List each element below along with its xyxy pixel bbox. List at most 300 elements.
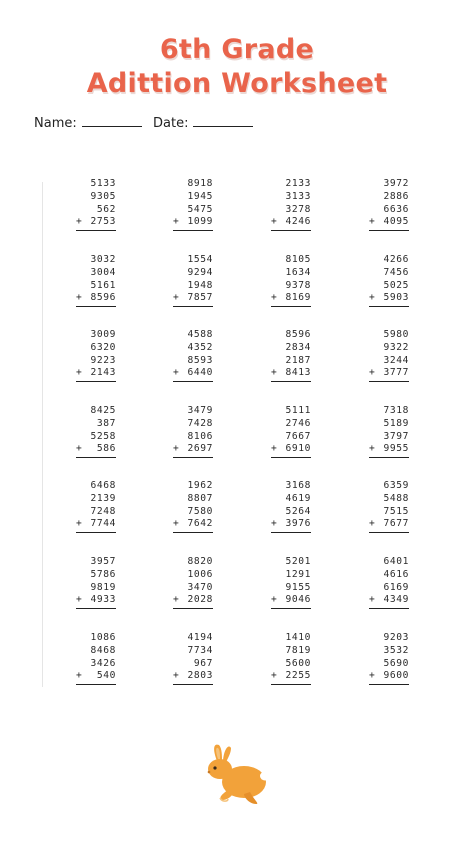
answer-line <box>271 230 311 231</box>
addend <box>173 191 213 204</box>
addend-value: 8105 <box>285 254 311 265</box>
addend <box>369 645 409 658</box>
addend-value: 2187 <box>285 354 311 366</box>
addend-value: 1948 <box>187 279 213 291</box>
addend-value: 3532 <box>383 644 409 656</box>
addend-last <box>76 292 116 305</box>
addend <box>76 645 116 658</box>
addend <box>271 418 311 431</box>
addend <box>369 178 409 191</box>
answer-line <box>76 230 116 231</box>
addend-last <box>76 594 116 607</box>
addition-problem <box>76 254 116 307</box>
addend-last <box>369 670 409 683</box>
addend-value: 5258 <box>90 430 116 442</box>
addend-value: 1086 <box>90 632 116 643</box>
addend-value: 1962 <box>187 480 213 491</box>
addend-last <box>271 292 311 305</box>
addend-value: 3032 <box>90 254 116 265</box>
addend-value: 5475 <box>187 203 213 215</box>
addend <box>173 178 213 191</box>
answer-line <box>173 684 213 685</box>
addend <box>173 645 213 658</box>
plus-sign: + <box>173 216 180 228</box>
addend-value: 7318 <box>383 405 409 416</box>
margin-rule <box>42 182 43 687</box>
addition-problem <box>76 405 116 458</box>
addend-last <box>369 518 409 531</box>
addend <box>173 405 213 418</box>
addend-value: 9322 <box>383 341 409 353</box>
addition-problem <box>76 556 116 609</box>
addend-value: 3470 <box>187 581 213 593</box>
addend-value: 3777 <box>383 367 409 379</box>
addend-value: 7428 <box>187 417 213 429</box>
addend <box>271 506 311 519</box>
addend-value: 5025 <box>383 279 409 291</box>
addend <box>76 632 116 645</box>
addend-value: 8918 <box>187 178 213 189</box>
addend-last <box>369 443 409 456</box>
addend <box>76 556 116 569</box>
addend <box>76 329 116 342</box>
addend-last <box>173 216 213 229</box>
addend-value: 387 <box>96 417 116 429</box>
date-label: Date: <box>153 116 189 131</box>
addend-value: 3426 <box>90 657 116 669</box>
addend <box>369 658 409 671</box>
addend <box>369 632 409 645</box>
answer-line <box>173 457 213 458</box>
addend-value: 1099 <box>187 216 213 228</box>
addend-value: 4095 <box>383 216 409 228</box>
plus-sign: + <box>76 443 83 455</box>
addend-value: 4588 <box>187 329 213 340</box>
addition-problem <box>271 632 311 685</box>
rabbit-icon <box>198 742 274 808</box>
addend-value: 2697 <box>187 443 213 455</box>
plus-sign: + <box>271 594 278 606</box>
date-blank-line[interactable] <box>193 114 253 127</box>
addition-problem <box>369 556 409 609</box>
addend-value: 7677 <box>383 518 409 530</box>
addend-value: 5600 <box>285 657 311 669</box>
addend <box>271 267 311 280</box>
addend-value: 4352 <box>187 341 213 353</box>
answer-line <box>369 306 409 307</box>
addend-value: 8820 <box>187 556 213 567</box>
plus-sign: + <box>271 292 278 304</box>
addend <box>173 556 213 569</box>
addition-problem <box>173 254 213 307</box>
addend <box>271 431 311 444</box>
addition-problem <box>76 480 116 533</box>
addend-value: 3797 <box>383 430 409 442</box>
addend-value: 6169 <box>383 581 409 593</box>
addend-value: 3133 <box>285 190 311 202</box>
addition-problem <box>369 329 409 382</box>
addend <box>173 569 213 582</box>
addition-problem <box>369 632 409 685</box>
plus-sign: + <box>173 518 180 530</box>
addend-value: 7456 <box>383 266 409 278</box>
addend <box>173 582 213 595</box>
addend-value: 2133 <box>285 178 311 189</box>
addend-value: 8106 <box>187 430 213 442</box>
addend <box>76 267 116 280</box>
addend <box>76 280 116 293</box>
addend-last <box>369 292 409 305</box>
addend-value: 9600 <box>383 670 409 682</box>
addend <box>369 204 409 217</box>
addend-value: 9305 <box>90 190 116 202</box>
answer-line <box>173 381 213 382</box>
addend-value: 4266 <box>383 254 409 265</box>
plus-sign: + <box>369 367 376 379</box>
addition-problem <box>76 329 116 382</box>
addend <box>369 329 409 342</box>
addition-problem <box>369 178 409 231</box>
addition-problem <box>271 254 311 307</box>
addend-value: 3168 <box>285 480 311 491</box>
addend <box>76 569 116 582</box>
addend <box>76 355 116 368</box>
addend <box>271 355 311 368</box>
answer-line <box>173 230 213 231</box>
answer-line <box>76 306 116 307</box>
addend-value: 6910 <box>285 443 311 455</box>
name-blank-line[interactable] <box>82 114 142 127</box>
addend-value: 9294 <box>187 266 213 278</box>
addend <box>271 204 311 217</box>
addend-value: 4349 <box>383 594 409 606</box>
addend-value: 9046 <box>285 594 311 606</box>
addition-problem <box>173 556 213 609</box>
addend-last <box>271 367 311 380</box>
addend-value: 5690 <box>383 657 409 669</box>
addend-last <box>173 518 213 531</box>
addition-problem <box>369 480 409 533</box>
plus-sign: + <box>173 670 180 682</box>
addend <box>271 569 311 582</box>
addend <box>369 191 409 204</box>
plus-sign: + <box>76 292 83 304</box>
addend-value: 6359 <box>383 480 409 491</box>
addend <box>369 569 409 582</box>
addend-value: 8596 <box>285 329 311 340</box>
addend-value: 5903 <box>383 292 409 304</box>
addend <box>173 355 213 368</box>
addend-value: 1410 <box>285 632 311 643</box>
addend-value: 1554 <box>187 254 213 265</box>
addend-last <box>76 367 116 380</box>
addend <box>369 342 409 355</box>
plus-sign: + <box>369 594 376 606</box>
addend-value: 2886 <box>383 190 409 202</box>
addend-value: 8807 <box>187 492 213 504</box>
plus-sign: + <box>76 367 83 379</box>
addend <box>173 658 213 671</box>
addition-problem <box>173 178 213 231</box>
answer-line <box>369 457 409 458</box>
addition-problem <box>271 556 311 609</box>
addend-value: 1291 <box>285 568 311 580</box>
answer-line <box>271 532 311 533</box>
plus-sign: + <box>173 594 180 606</box>
addend-value: 586 <box>96 443 116 455</box>
addend <box>173 342 213 355</box>
addend <box>173 280 213 293</box>
answer-line <box>173 532 213 533</box>
addend-value: 2139 <box>90 492 116 504</box>
plus-sign: + <box>271 443 278 455</box>
name-field[interactable] <box>34 114 142 131</box>
addend-last <box>271 594 311 607</box>
addend <box>369 506 409 519</box>
addend-last <box>76 443 116 456</box>
plus-sign: + <box>369 292 376 304</box>
addend-value: 3479 <box>187 405 213 416</box>
addend-value: 7857 <box>187 292 213 304</box>
addend <box>271 632 311 645</box>
addend-last <box>173 670 213 683</box>
addend-value: 5161 <box>90 279 116 291</box>
answer-line <box>271 306 311 307</box>
addend-value: 5786 <box>90 568 116 580</box>
addend-value: 3244 <box>383 354 409 366</box>
addend-value: 9203 <box>383 632 409 643</box>
addend <box>271 480 311 493</box>
addend <box>271 342 311 355</box>
addend <box>76 480 116 493</box>
plus-sign: + <box>173 292 180 304</box>
addend-last <box>76 518 116 531</box>
addend-value: 4619 <box>285 492 311 504</box>
addend <box>271 658 311 671</box>
addition-problem <box>173 405 213 458</box>
addend-last <box>173 292 213 305</box>
addend-last <box>76 216 116 229</box>
addend-value: 9819 <box>90 581 116 593</box>
addend <box>369 254 409 267</box>
answer-line <box>173 608 213 609</box>
addend <box>173 267 213 280</box>
addend-value: 8593 <box>187 354 213 366</box>
addend <box>173 204 213 217</box>
addend <box>76 178 116 191</box>
addend-value: 2803 <box>187 670 213 682</box>
addend <box>369 280 409 293</box>
addend <box>369 405 409 418</box>
addend-last <box>271 518 311 531</box>
plus-sign: + <box>369 443 376 455</box>
addend-value: 9155 <box>285 581 311 593</box>
addend-last <box>271 216 311 229</box>
plus-sign: + <box>271 216 278 228</box>
addend-value: 7744 <box>90 518 116 530</box>
addend <box>173 418 213 431</box>
addend <box>173 431 213 444</box>
addend <box>369 267 409 280</box>
name-label: Name: <box>34 116 77 131</box>
addend-value: 5133 <box>90 178 116 189</box>
worksheet-title-line-2: Adittion Worksheet <box>86 68 388 99</box>
addend <box>76 204 116 217</box>
addition-problem <box>369 254 409 307</box>
addend <box>369 480 409 493</box>
addend-last <box>271 443 311 456</box>
addend <box>173 632 213 645</box>
addend-value: 3972 <box>383 178 409 189</box>
addend-value: 2255 <box>285 670 311 682</box>
plus-sign: + <box>76 670 83 682</box>
addend <box>76 658 116 671</box>
addition-problem <box>271 405 311 458</box>
addend-last <box>369 216 409 229</box>
addend <box>369 493 409 506</box>
addend-value: 6636 <box>383 203 409 215</box>
addend <box>76 254 116 267</box>
addend <box>271 645 311 658</box>
addend <box>173 493 213 506</box>
addend-last <box>173 594 213 607</box>
addend <box>76 493 116 506</box>
addend-value: 6401 <box>383 556 409 567</box>
addition-problem <box>173 329 213 382</box>
addend-value: 6440 <box>187 367 213 379</box>
answer-line <box>76 457 116 458</box>
addend <box>271 493 311 506</box>
addend <box>76 342 116 355</box>
addend-value: 6320 <box>90 341 116 353</box>
addend-value: 3957 <box>90 556 116 567</box>
addend <box>76 582 116 595</box>
addend-value: 5111 <box>285 405 311 416</box>
addend-value: 4246 <box>285 216 311 228</box>
addend-value: 8425 <box>90 405 116 416</box>
plus-sign: + <box>173 367 180 379</box>
addend-value: 8596 <box>90 292 116 304</box>
addend <box>271 556 311 569</box>
addition-problem <box>271 178 311 231</box>
addition-problem <box>369 405 409 458</box>
addend-value: 1006 <box>187 568 213 580</box>
worksheet-title-line-1: 6th Grade <box>159 34 315 65</box>
addend <box>369 355 409 368</box>
addend <box>271 405 311 418</box>
addend-value: 5980 <box>383 329 409 340</box>
addend-value: 8169 <box>285 292 311 304</box>
addend <box>76 418 116 431</box>
answer-line <box>271 608 311 609</box>
addend <box>271 191 311 204</box>
answer-line <box>271 457 311 458</box>
answer-line <box>369 608 409 609</box>
addend-value: 4933 <box>90 594 116 606</box>
answer-line <box>76 381 116 382</box>
addend-value: 3009 <box>90 329 116 340</box>
answer-line <box>271 381 311 382</box>
addend-last <box>369 594 409 607</box>
addend-value: 5488 <box>383 492 409 504</box>
addend <box>76 506 116 519</box>
addition-problem <box>173 632 213 685</box>
addition-problem <box>271 480 311 533</box>
plus-sign: + <box>271 670 278 682</box>
answer-line <box>369 381 409 382</box>
addend <box>76 191 116 204</box>
addend-value: 6468 <box>90 480 116 491</box>
answer-line <box>76 684 116 685</box>
addition-problem <box>76 632 116 685</box>
answer-line <box>369 230 409 231</box>
addend-value: 9223 <box>90 354 116 366</box>
addend-value: 7248 <box>90 505 116 517</box>
answer-line <box>76 608 116 609</box>
addend-value: 3278 <box>285 203 311 215</box>
plus-sign: + <box>76 216 83 228</box>
addend-value: 9378 <box>285 279 311 291</box>
addend-value: 4194 <box>187 632 213 643</box>
addend <box>173 506 213 519</box>
addition-problem <box>271 329 311 382</box>
plus-sign: + <box>173 443 180 455</box>
addend-last <box>173 443 213 456</box>
addend <box>369 556 409 569</box>
addend <box>173 329 213 342</box>
addend-value: 7515 <box>383 505 409 517</box>
addend-value: 4616 <box>383 568 409 580</box>
addend <box>76 405 116 418</box>
addend-last <box>271 670 311 683</box>
addend-value: 7667 <box>285 430 311 442</box>
date-field[interactable] <box>153 114 253 131</box>
addend-value: 7580 <box>187 505 213 517</box>
plus-sign: + <box>76 594 83 606</box>
addend <box>369 418 409 431</box>
addend <box>271 280 311 293</box>
addend <box>76 431 116 444</box>
addend-value: 562 <box>96 203 116 215</box>
addend-value: 7819 <box>285 644 311 656</box>
addend <box>173 480 213 493</box>
addend-value: 8413 <box>285 367 311 379</box>
addend-value: 540 <box>96 670 116 682</box>
answer-line <box>76 532 116 533</box>
addend-value: 3004 <box>90 266 116 278</box>
addend-value: 8468 <box>90 644 116 656</box>
answer-line <box>369 684 409 685</box>
plus-sign: + <box>76 518 83 530</box>
addend-value: 2746 <box>285 417 311 429</box>
answer-line <box>369 532 409 533</box>
answer-line <box>271 684 311 685</box>
addend <box>271 329 311 342</box>
addition-problem <box>173 480 213 533</box>
addend-last <box>76 670 116 683</box>
addend-value: 7734 <box>187 644 213 656</box>
answer-line <box>173 306 213 307</box>
addend <box>271 178 311 191</box>
addend <box>271 582 311 595</box>
addend-value: 967 <box>193 657 213 669</box>
addend-value: 3976 <box>285 518 311 530</box>
plus-sign: + <box>369 216 376 228</box>
plus-sign: + <box>369 518 376 530</box>
plus-sign: + <box>271 518 278 530</box>
addend-value: 7642 <box>187 518 213 530</box>
addend-value: 2834 <box>285 341 311 353</box>
